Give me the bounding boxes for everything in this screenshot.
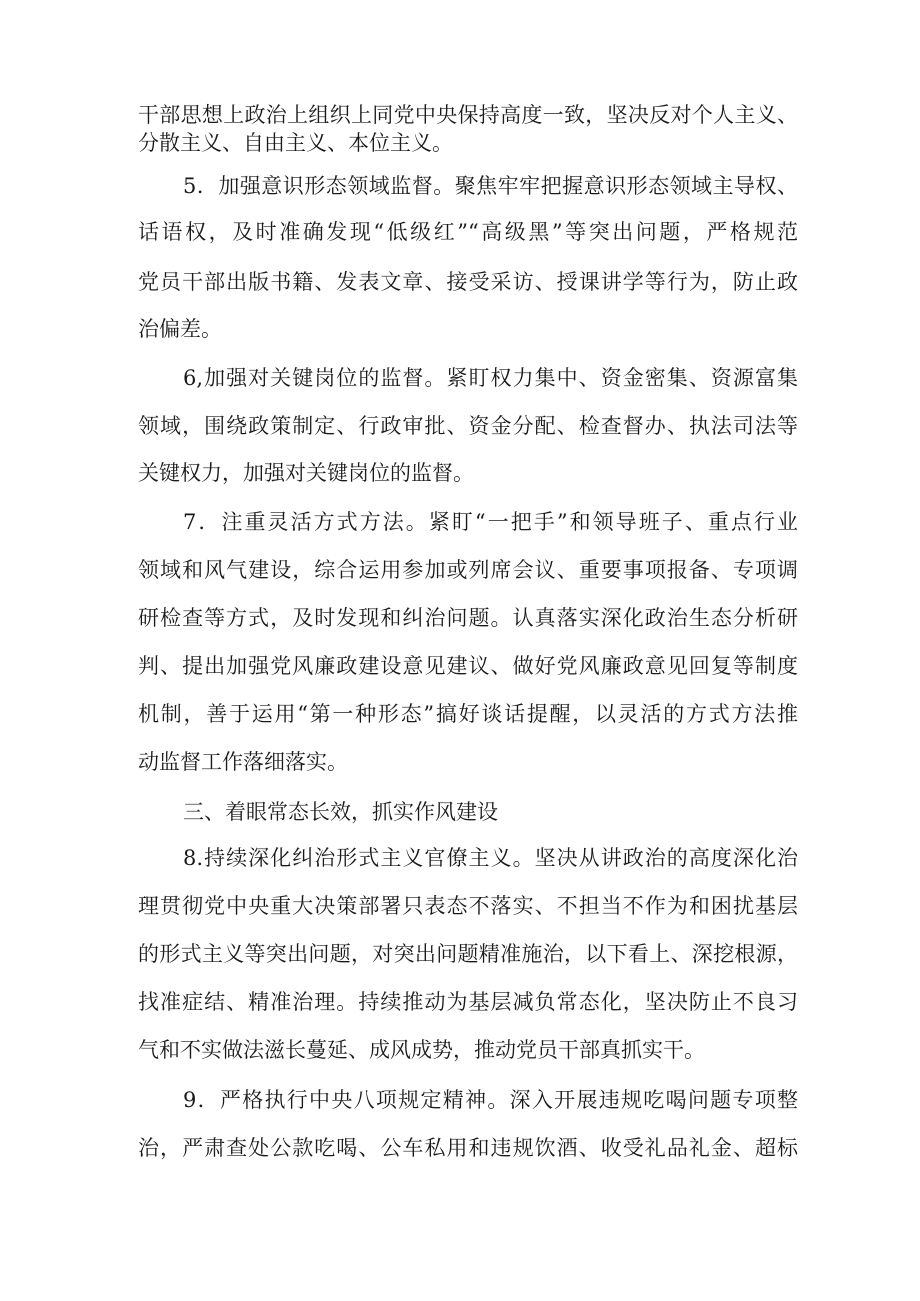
text-line: 气和不实做法滋长蔓延、成风成势，推动党员干部真抓实干。 — [138, 1038, 705, 1062]
text-line: 话语权，及时准确发现“低级红”“高级黑”等突出问题，严格规范 — [138, 220, 798, 244]
text-line: 治偏差。 — [138, 317, 222, 341]
text-line: 党员干部出版书籍、发表文章、接受采访、授课讲学等行为，防止政 — [138, 270, 798, 294]
text-line: 治，严肃查处公款吃喝、公车私用和违规饮酒、收受礼品礼金、超标 — [138, 1136, 798, 1160]
text-line: 理贯彻党中央重大决策部署只表态不落实、不担当不作为和困扰基层 — [138, 894, 798, 918]
text-line: 关键权力，加强对关键岗位的监督。 — [138, 461, 474, 485]
text-line: 6,加强对关键岗位的监督。紧盯权力集中、资金密集、资源富集 — [183, 366, 798, 390]
text-line: 干部思想上政治上组织上同党中央保持高度一致，坚决反对个人主义、 — [138, 103, 798, 127]
text-line: 的形式主义等突出问题，对突出问题精准施治，以下看上、深挖根源， — [138, 942, 798, 966]
text-line: 找准症结、精准治理。持续推动为基层减负常态化，坚决防止不良习 — [138, 990, 798, 1014]
text-line: 分散主义、自由主义、本位主义。 — [138, 131, 453, 155]
text-line: 动监督工作落细落实。 — [138, 750, 348, 774]
section-heading: 三、着眼常态长效，抓实作风建设 — [183, 800, 498, 824]
text-line: 研检查等方式，及时发现和纠治问题。认真落实深化政治生态分析研 — [138, 606, 798, 630]
text-line: 判、提出加强党风廉政建设意见建议、做好党风廉政意见回复等制度 — [138, 654, 798, 678]
text-line: 9．严格执行中央八项规定精神。深入开展违规吃喝问题专项整 — [183, 1088, 798, 1112]
text-line: 领域，围绕政策制定、行政审批、资金分配、检查督办、执法司法等 — [138, 414, 798, 438]
text-line: 8.持续深化纠治形式主义官僚主义。坚决从讲政治的高度深化治 — [183, 846, 798, 870]
text-line: 领域和风气建设，综合运用参加或列席会议、重要事项报备、专项调 — [138, 558, 798, 582]
text-line: 7．注重灵活方式方法。紧盯“一把手”和领导班子、重点行业 — [183, 510, 798, 534]
text-line: 5．加强意识形态领域监督。聚焦牢牢把握意识形态领域主导权、 — [183, 174, 798, 198]
text-line: 机制，善于运用“第一种形态”搞好谈话提醒，以灵活的方式方法推 — [138, 702, 798, 726]
